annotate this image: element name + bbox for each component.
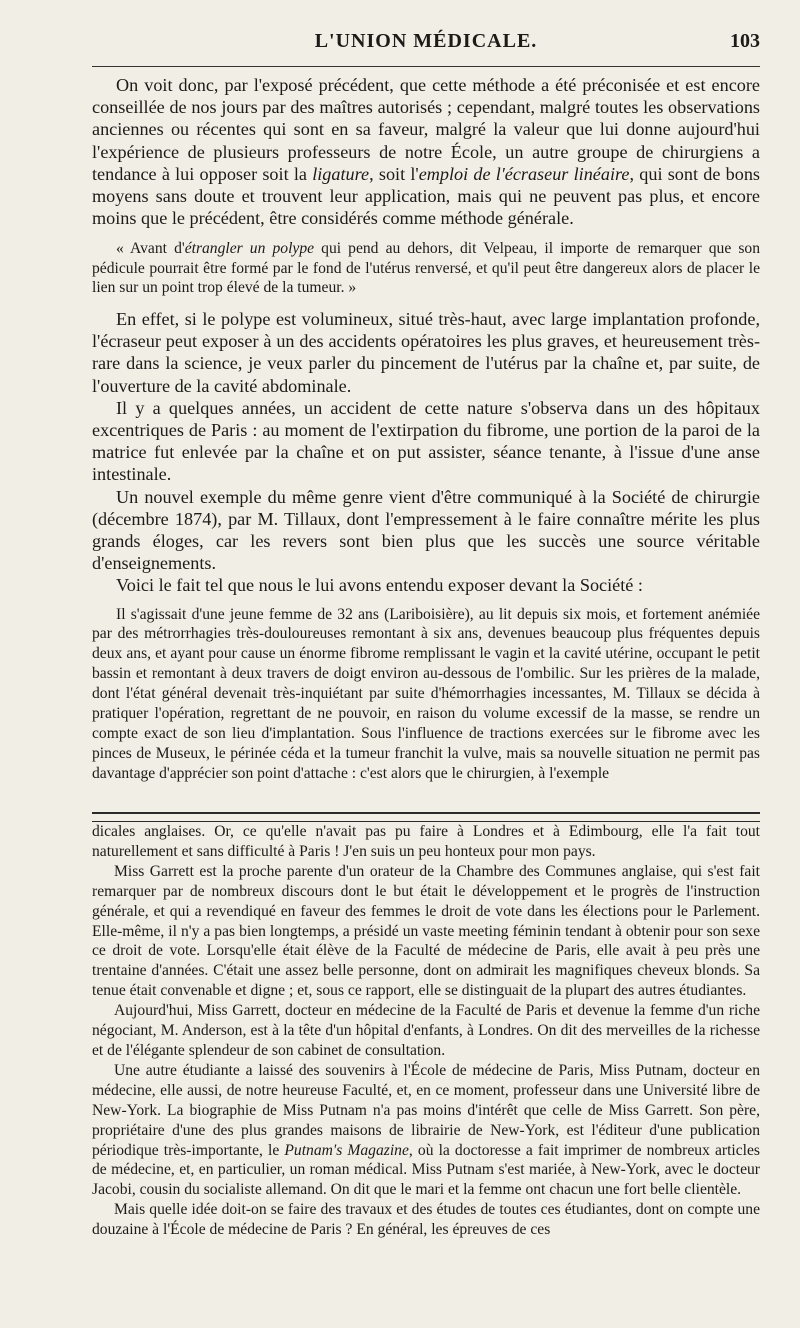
feuilleton-separator (92, 812, 760, 822)
paragraph: Il y a quelques années, un accident de cette nature s'observa dans un des hôpitaux excentriques de Paris : au moment de l'extirpation du fibrome, une portion de la paroi de la matrice fut enlevée par la chaîne et on put assister, séance tenante, à l'issue d'une anse intestinale. (92, 397, 760, 485)
paragraph: En effet, si le polype est volumineux, situé très-haut, avec large implantation profonde, l'écraseur peut exposer à un des accidents opératoires les plus graves, et heureusement très-rare dans la science, je veux parler du pincement de l'utérus par la chaîne et, par suite, de l'ouverture de la cavité abdominale. (92, 308, 760, 396)
case-report: Il s'agissait d'une jeune femme de 32 ans (Lariboisière), au lit depuis six mois, et fortement anémiée par des métrorrhagies très-douloureuses remontant à six ans, devenues beaucoup plus fréquentes depuis deux ans, et ayant pour cause un énorme fibrome remplissant le vagin et la cavité utérine, occupant le petit bassin et remontant à deux travers de doigt environ au-dessous de l'ombilic. Sur les prières de la malade, dont l'état général devenait très-inquiétant par suite d'hémorrhagies incessantes, M. Tillaux se décida à pratiquer l'opération, regrettant de ne pouvoir, en raison du volume excessif de la masse, se rendre un compte exact de son lieu d'implantation. Sous l'influence de tractions exercées sur le fibrome avec les pinces de Museux, le périnée céda et la tumeur franchit la vulve, mais sa nouvelle situation ne permit pas davantage d'apprécier son point d'attache : c'est alors que le chirurgien, à l'exemple (92, 605, 760, 782)
journal-title: L'UNION MÉDICALE. (314, 30, 538, 52)
main-article (92, 74, 760, 784)
paragraph: Voici le fait tel que nous le lui avons entendu exposer devant la Société : (116, 575, 643, 596)
paragraph: Une autre étudiante a laissé des souvenirs à l'École de médecine de Paris, Miss Putnam, docteur en médecine, elle aussi, de notre heureuse Faculté, et, en ce moment, professeur dans une Université libre de New-York. La biographie de Miss Putnam n'a pas moins d'intérêt que celle de Miss Garrett. Son père, propriétaire d'une des plus grandes maisons de librairie de New-York, est l'éditeur d'une publication périodique très-importante, le Putnam's Magazine, où la doctoresse a fait imprimer de nombreux articles de médecine, et, en particulier, un roman médical. Miss Putnam s'est mariée, à New-York, avec le docteur Jacobi, cousin du socialiste allemand. On dit que le mari et la femme ont chacun une fort belle clientèle. (92, 1061, 761, 1199)
feuilleton (92, 822, 760, 1240)
paragraph: Aujourd'hui, Miss Garrett, docteur en médecine de la Faculté de Paris et devenue la femme d'un riche négociant, M. Anderson, est à la tête d'un hôpital d'enfants, à Londres. On dit des merveilles de la richesse et de l'élégante splendeur de son cabinet de consultation. (92, 1002, 760, 1059)
page-number: 103 (730, 30, 760, 52)
paragraph: Miss Garrett est la proche parente d'un orateur de la Chambre des Communes anglaise, qui s'est fait remarquer par de nombreux discours dont le but était le développement et le progrès de l'instruction générale, et qui a revendiqué en faveur des femmes le droit de vote dans les élections pour le Parlement. Elle-même, il n'y a pas bien longtemps, a présidé un vaste meeting féminin tendant à obtenir pour son sexe ce droit de vote. Lorsqu'elle était élève de la Faculté de médecine de Paris, elle avait à peu près une trentaine d'années. C'était une assez belle personne, dont on admirait les magnifiques cheveux blonds. Sa tenue était convenable et digne ; et, sous ce rapport, elle se distinguait de la plupart des autres étudiantes. (92, 862, 760, 1000)
header-rule (92, 66, 760, 67)
paragraph: dicales anglaises. Or, ce qu'elle n'avait pas pu faire à Londres et à Edimbourg, elle l'a fait tout naturellement et sans difficulté à Paris ! J'en suis un peu honteux pour mon pays. (92, 823, 760, 860)
paragraph: Un nouvel exemple du même genre vient d'être communiqué à la Société de chirurgie (décembre 1874), par M. Tillaux, dont l'empressement à le faire connaître mérite les plus grands éloges, car les revers sont bien plus que les succès une source véritable d'enseignements. (92, 486, 760, 574)
paragraph: On voit donc, par l'exposé précédent, que cette méthode a été préconisée et est encore conseillée de nos jours par des maîtres autorisés ; cependant, malgré toutes les observations anciennes ou récentes qui sont en sa faveur, malgré la valeur que lui donne aujourd'hui l'expérience de plusieurs professeurs de notre École, un autre groupe de chirurgiens a tendance à lui opposer soit la ligature, soit l'emploi de l'écraseur linéaire, qui sont de bons moyens sans doute et trouvent leur application, mais qui ne peuvent pas plus, et encore moins que le précédent, être considérés comme méthode générale. (92, 75, 760, 229)
velpeau-quote: « Avant d'étrangler un polype qui pend au dehors, dit Velpeau, il importe de remarquer que son pédicule pourrait être formé par le fond de l'utérus renversé, et qu'il peut être dangereux alors de placer le lien sur un point trop élevé de la tumeur. » (92, 240, 760, 297)
running-header (92, 26, 760, 56)
paragraph: Mais quelle idée doit-on se faire des travaux et des études de toutes ces étudiantes, dont on compte une douzaine à l'École de médecine de Paris ? En général, les épreuves de ces (92, 1201, 760, 1239)
